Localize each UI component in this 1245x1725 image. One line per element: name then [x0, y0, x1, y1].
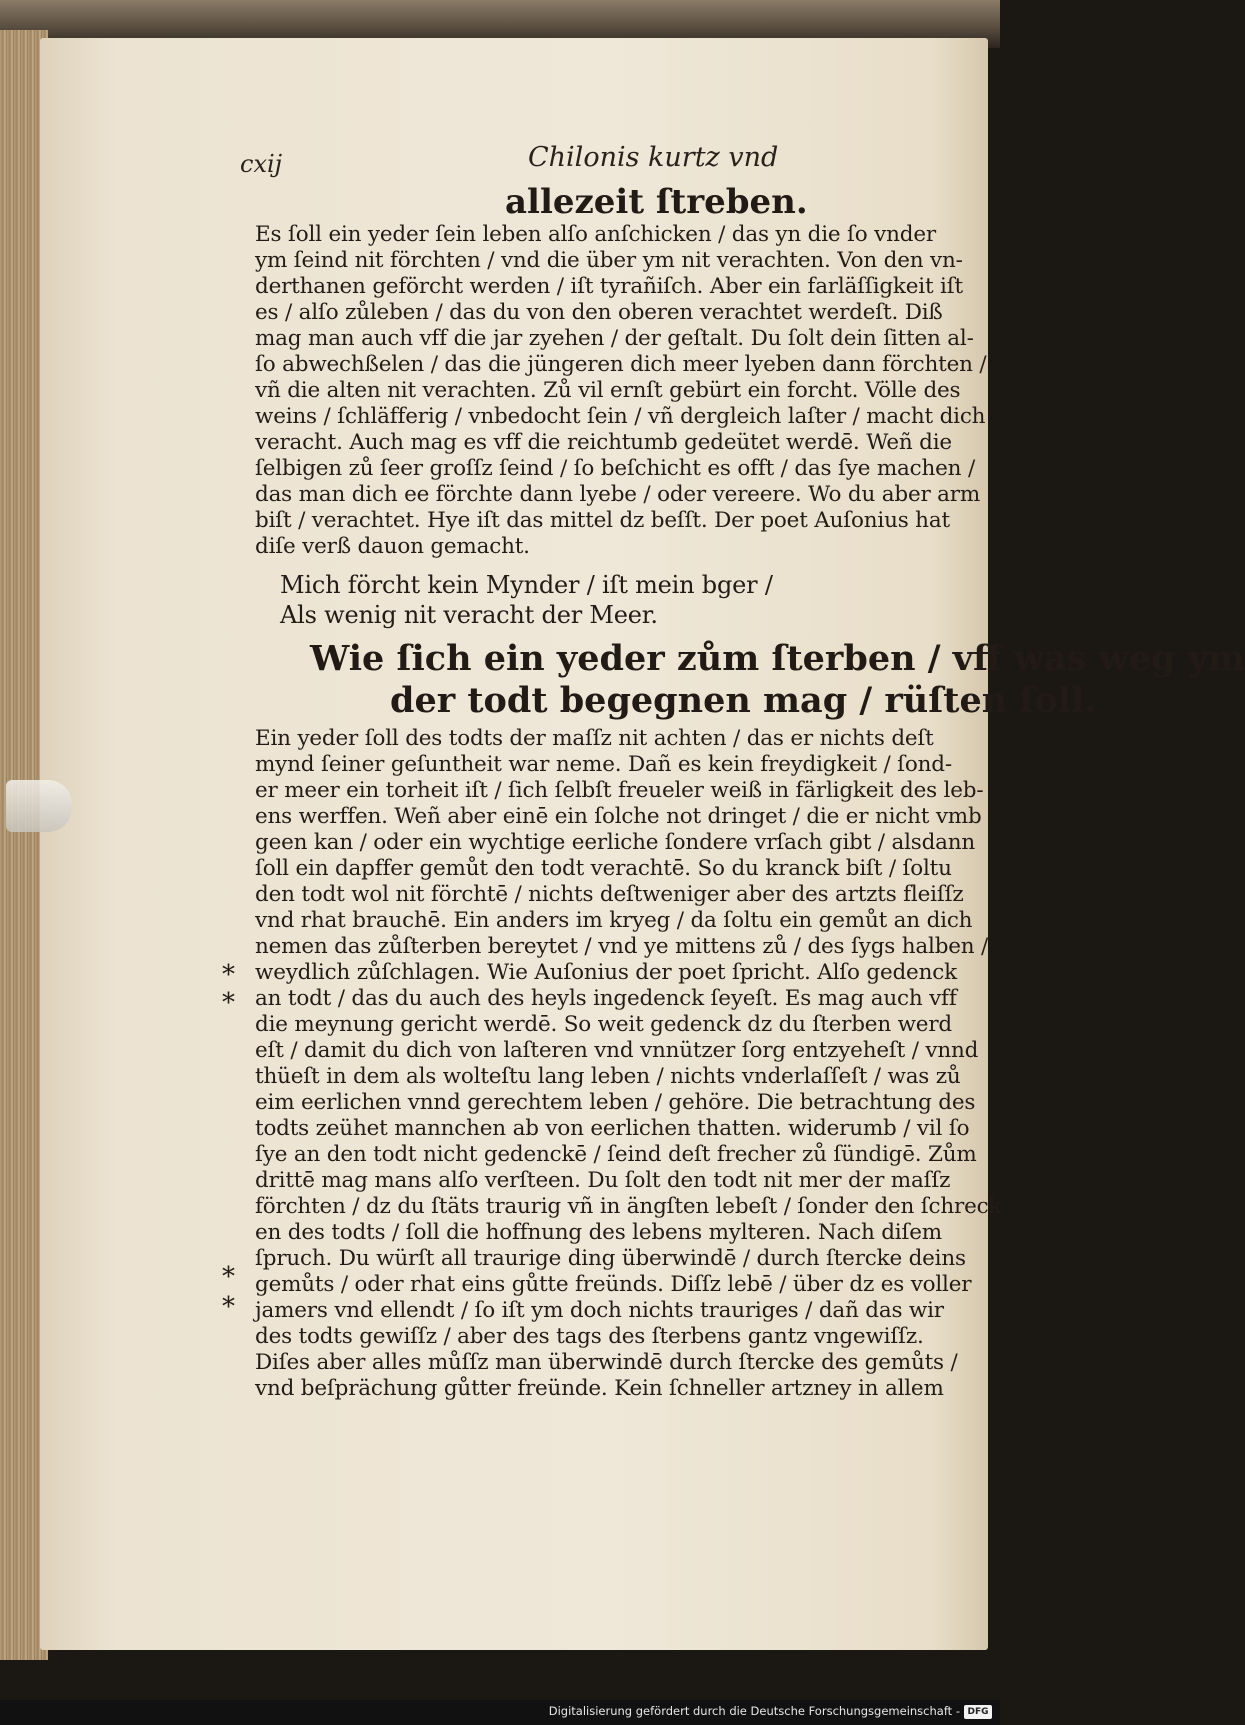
text-line: vnd rhat brauchē. Ein anders im kryeg / da ſoltu ein gemůt an dich: [255, 908, 973, 933]
text-line: Ein yeder ſoll des todts der maſſz nit achten / das er nichts deſt: [255, 726, 934, 751]
text-line: gemůts / oder rhat eins gůtte freünds. Diſſz lebē / über dz es voller: [255, 1272, 972, 1297]
text-line: eim eerlichen vnnd gerechtem leben / gehöre. Die betrachtung des: [255, 1090, 976, 1115]
margin-asterisk: *: [222, 1292, 235, 1322]
dfg-logo: DFG: [964, 1705, 992, 1719]
text-line: geen kan / oder ein wychtige eerliche ſondere vrſach gibt / alsdann: [255, 830, 976, 855]
text-line: die meynung gericht werdē. So weit gedenck dz du ſterben werd: [255, 1012, 952, 1037]
text-line: Es ſoll ein yeder ſein leben alſo anſchicken / das yn die ſo vnder: [255, 222, 936, 247]
text-line: den todt wol nit förchtē / nichts deſtweniger aber des artzts fleiſſz: [255, 882, 964, 907]
text-line: ens werffen. Weñ aber einē ein ſolche not dringet / die er nicht vmb: [255, 804, 982, 829]
text-line: Diſes aber alles můſſz man überwindē durch ſtercke des gemůts /: [255, 1350, 958, 1375]
chapter-heading-line: der todt begegnen mag / rüſten ſoll.: [390, 680, 1097, 721]
text-line: vnd beſprächung gůtter freünde. Kein ſchneller artzney in allem: [255, 1376, 944, 1401]
text-line: weins / ſchläfferig / vnbedocht ſein / vñ dergleich laſter / macht dich: [255, 404, 986, 429]
funding-credit: Digitalisierung gefördert durch die Deutsche Forschungsgemeinschaft -: [548, 1704, 960, 1718]
text-line: vñ die alten nit verachten. Zů vil ernſt gebürt ein forcht. Völle des: [255, 378, 961, 403]
margin-asterisk: *: [222, 960, 235, 990]
page-number: cxij: [240, 150, 283, 178]
text-line: des todts gewiſſz / aber des tags des ſterbens gantz vngewiſſz.: [255, 1324, 924, 1349]
text-line: weydlich zůſchlagen. Wie Auſonius der poet ſpricht. Alſo gedenck: [255, 960, 957, 985]
text-line: veracht. Auch mag es vff die reichtumb gedeütet werdē. Weñ die: [255, 430, 952, 455]
bookmark-clip: [6, 780, 72, 832]
text-line: jamers vnd ellendt / ſo iſt ym doch nichts trauriges / dañ das wir: [255, 1298, 944, 1323]
text-line: förchten / dz du ſtäts traurig vñ in ängſten lebeſt / ſonder den ſchreck: [255, 1194, 1002, 1219]
section-title: allezeit ſtreben.: [505, 182, 808, 222]
text-line: ſoll ein dapffer gemůt den todt verachtē. So du kranck biſt / ſoltu: [255, 856, 952, 881]
text-line: ym ſeind nit förchten / vnd die über ym nit verachten. Von den vn-: [255, 248, 963, 273]
text-line: todts zeühet mannchen ab von eerlichen thatten. widerumb / vil ſo: [255, 1116, 970, 1141]
text-line: an todt / das du auch des heyls ingedenck ſeyeſt. Es mag auch vff: [255, 986, 957, 1011]
verse-line: Mich förcht kein Mynder / iſt mein bger /: [280, 571, 773, 599]
running-head: Chilonis kurtz vnd: [528, 142, 779, 173]
margin-asterisk: *: [222, 988, 235, 1018]
text-line: nemen das zůſterben bereytet / vnd ye mittens zů / des ſygs halben /: [255, 934, 989, 959]
text-line: ſelbigen zů ſeer groſſz ſeind / ſo beſchicht es offt / das ſye machen /: [255, 456, 975, 481]
text-line: mag man auch vff die jar zyehen / der geſtalt. Du ſolt dein ſitten al-: [255, 326, 974, 351]
text-line: ſpruch. Du würſt all traurige ding überwindē / durch ſtercke deins: [255, 1246, 966, 1271]
text-line: ſye an den todt nicht gedenckē / ſeind deſt frecher zů ſündigē. Zům: [255, 1142, 977, 1167]
text-line: es / alſo zůleben / das du von den oberen verachtet werdeſt. Diß: [255, 300, 943, 325]
verse-line: Als wenig nit veracht der Meer.: [280, 601, 658, 629]
text-line: eſt / damit du dich von laſteren vnd vnnützer ſorg entzyeheſt / vnnd: [255, 1038, 979, 1063]
text-line: ſo abwechßelen / das die jüngeren dich meer lyeben dann förchten /: [255, 352, 987, 377]
text-line: biſt / verachtet. Hye iſt das mittel dz beſſt. Der poet Auſonius hat: [255, 508, 950, 533]
text-line: diſe verß dauon gemacht.: [255, 534, 530, 559]
text-line: mynd ſeiner geſuntheit war neme. Dañ es kein freydigkeit / ſond-: [255, 752, 952, 777]
text-line: thüeſt in dem als wolteſtu lang leben / nichts vnderlaſſeſt / was zů: [255, 1064, 961, 1089]
chapter-heading-line: Wie ſich ein yeder zům ſterben / vff was weg ym: [310, 638, 1245, 679]
text-line: en des todts / ſoll die hoffnung des lebens mylteren. Nach diſem: [255, 1220, 942, 1245]
text-line: er meer ein torheit iſt / ſich ſelbſt freueler weiß in färligkeit des leb-: [255, 778, 984, 803]
margin-asterisk: *: [222, 1262, 235, 1292]
text-line: das man dich ee förchte dann lyebe / oder vereere. Wo du aber arm: [255, 482, 981, 507]
text-line: drittē mag mans alſo verſteen. Du ſolt den todt nit mer der maſſz: [255, 1168, 951, 1193]
text-line: derthanen geförcht werden / iſt tyrañiſch. Aber ein farläſſigkeit iſt: [255, 274, 963, 299]
